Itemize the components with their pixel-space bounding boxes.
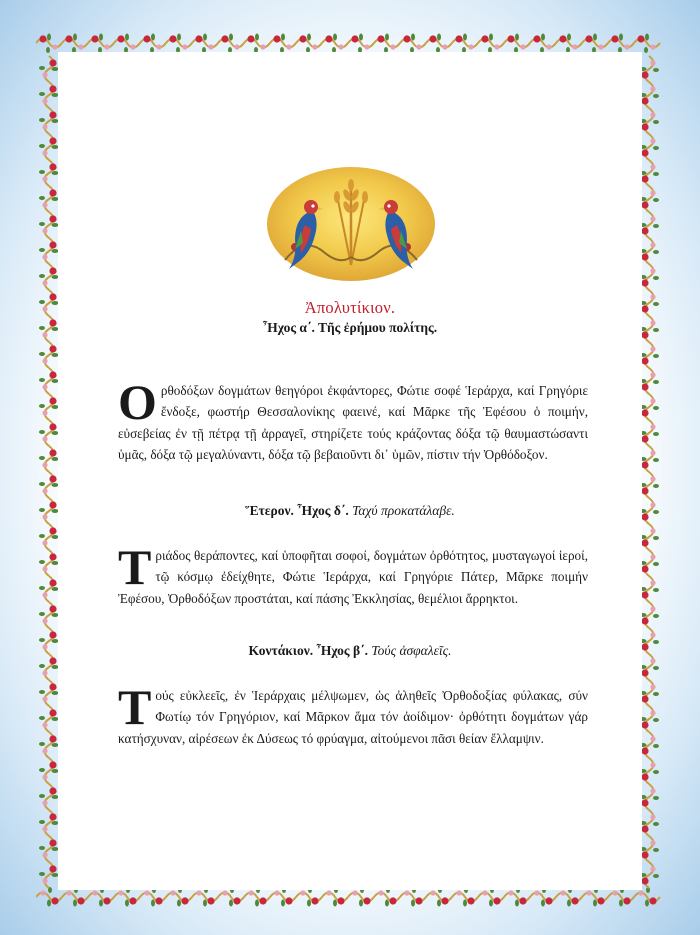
border-motif	[39, 264, 59, 290]
dropcap-3: Τ	[118, 679, 152, 735]
border-motif	[114, 34, 140, 54]
border-motif	[39, 82, 59, 108]
section-3-heading-bold: Κοντάκιον. Ἦχος β΄.	[248, 643, 368, 658]
border-motif	[640, 342, 660, 368]
birds-emblem-icon	[265, 165, 437, 283]
border-motif	[39, 758, 59, 784]
border-motif	[478, 34, 504, 54]
border-motif	[640, 680, 660, 706]
border-motif	[88, 34, 114, 54]
border-motif	[39, 524, 59, 550]
dropcap-1: Ο	[118, 374, 157, 430]
border-motif	[640, 368, 660, 394]
border-motif	[640, 264, 660, 290]
border-motif	[640, 82, 660, 108]
dropcap-2: Τ	[118, 539, 152, 595]
border-motif	[640, 186, 660, 212]
border-motif	[322, 34, 348, 54]
border-motif	[640, 446, 660, 472]
border-motif	[640, 576, 660, 602]
border-motif	[39, 420, 59, 446]
border-motif	[400, 34, 426, 54]
border-motif	[39, 394, 59, 420]
paragraph-2-text: ριάδος θεράποντες, καί ὑποφῆται σοφοί, δογμάτων ὀρθότητος, μυσταγωγοί ἱεροί, τῷ κόσμῳ ἐδείχθητε, Φώτιε Ἱεράρχα, καί Γρηγόριε Πάτερ, Μᾶρκε ποιμήν Ἐφέσου, Ὀρθοδόξων προστάται, καί πάσης Ἐκκλησίας, θεμέλιοι ἄρρηκτοι.	[118, 548, 588, 606]
border-motif	[39, 862, 59, 888]
border-motif	[374, 34, 400, 54]
border-motif	[608, 34, 634, 54]
border-motif	[640, 706, 660, 732]
border-motif	[39, 238, 59, 264]
border-motif	[39, 472, 59, 498]
border-motif	[166, 34, 192, 54]
border-motif	[39, 108, 59, 134]
border-motif	[39, 784, 59, 810]
subtitle-tone: Ἦχος α΄. Τῆς ἐρήμου πολίτης.	[262, 320, 438, 335]
border-motif	[640, 784, 660, 810]
border-motif	[504, 34, 530, 54]
border-motif	[62, 34, 88, 54]
border-motif	[39, 550, 59, 576]
paragraph-3	[118, 679, 588, 749]
border-motif	[640, 472, 660, 498]
border-motif	[640, 108, 660, 134]
section-2-heading	[0, 503, 700, 519]
border-motif	[39, 810, 59, 836]
border-motif	[192, 34, 218, 54]
page-title: Ἀπολυτίκιον.	[304, 298, 396, 317]
border-motif	[452, 34, 478, 54]
border-motif	[296, 34, 322, 54]
border-motif	[39, 576, 59, 602]
border-motif	[39, 446, 59, 472]
section-2-heading-italic: Ταχύ προκατάλαβε.	[352, 503, 455, 518]
border-motif	[530, 34, 556, 54]
border-motif	[640, 732, 660, 758]
border-motif	[640, 602, 660, 628]
border-motif	[39, 368, 59, 394]
paragraph-3-text: ούς εὐκλεεῖς, ἐν Ἱεράρχαις μέλψωμεν, ὡς ἀληθεῖς Ὀρθοδοξίας φύλακας, σύν Φωτίῳ τόν Γρηγόριον, καί Μᾶρκον ἅμα τόν ἀοίδιμον· ὀρθότητι δογμάτων γάρ κατήσχυναν, αἱρέσεων ἐκ Δύσεως τό φρύαγμα, αἰτούμενοι πᾶσι θείαν ἔλλαμψιν.	[118, 688, 588, 746]
border-motif	[218, 34, 244, 54]
border-motif	[640, 810, 660, 836]
border-motif	[39, 342, 59, 368]
border-motif	[39, 732, 59, 758]
border-motif	[244, 34, 270, 54]
border-motif	[39, 56, 59, 82]
border-motif	[640, 56, 660, 82]
border-motif	[39, 186, 59, 212]
border-motif	[640, 836, 660, 862]
border-motif	[640, 550, 660, 576]
border-motif	[640, 524, 660, 550]
paragraph-1-text: ρθοδόξων δογμάτων θεηγόροι ἐκφάντορες, Φώτιε σοφέ Ἱεράρχα, καί Γρηγόριε ἔνδοξε, φωστήρ Θεσσαλονίκης φαεινέ, καί Μᾶρκε τῆς Ἐφέσου ὁ ποιμήν, εὐσεβείας ἐν τῇ πέτρᾳ τῇ ἀρραγεῖ, στηρίζετε τούς κράζοντας δόξα τῷ θαυμαστώσαντι ὑμᾶς, δόξα τῷ μεγαλύναντι, δόξα τῷ βεβαιοῦντι δι᾿ ὑμῶν, πίστιν τήν Ὀρθόδοξον.	[118, 383, 588, 463]
border-motif	[39, 212, 59, 238]
border-motif	[39, 706, 59, 732]
border-motif	[640, 160, 660, 186]
border-motif	[640, 212, 660, 238]
border-motif	[640, 862, 660, 888]
border-motif	[39, 836, 59, 862]
border-motif	[640, 394, 660, 420]
border-motif	[39, 680, 59, 706]
border-motif	[140, 34, 166, 54]
border-motif	[640, 238, 660, 264]
section-2-heading-bold: Ἕτερον. Ἦχος δ΄.	[245, 503, 349, 518]
border-motif	[640, 420, 660, 446]
paragraph-1	[118, 374, 588, 466]
border-motif	[348, 34, 374, 54]
border-motif	[39, 134, 59, 160]
border-motif	[640, 134, 660, 160]
border-motif	[582, 34, 608, 54]
paragraph-2	[118, 539, 588, 609]
border-motif	[270, 34, 296, 54]
border-motif	[556, 34, 582, 54]
border-motif	[426, 34, 452, 54]
section-3-heading-italic: Τούς ἀσφαλεῖς.	[371, 643, 452, 658]
border-motif	[640, 758, 660, 784]
border-motif	[39, 602, 59, 628]
section-3-heading	[0, 643, 700, 659]
border-motif	[39, 160, 59, 186]
